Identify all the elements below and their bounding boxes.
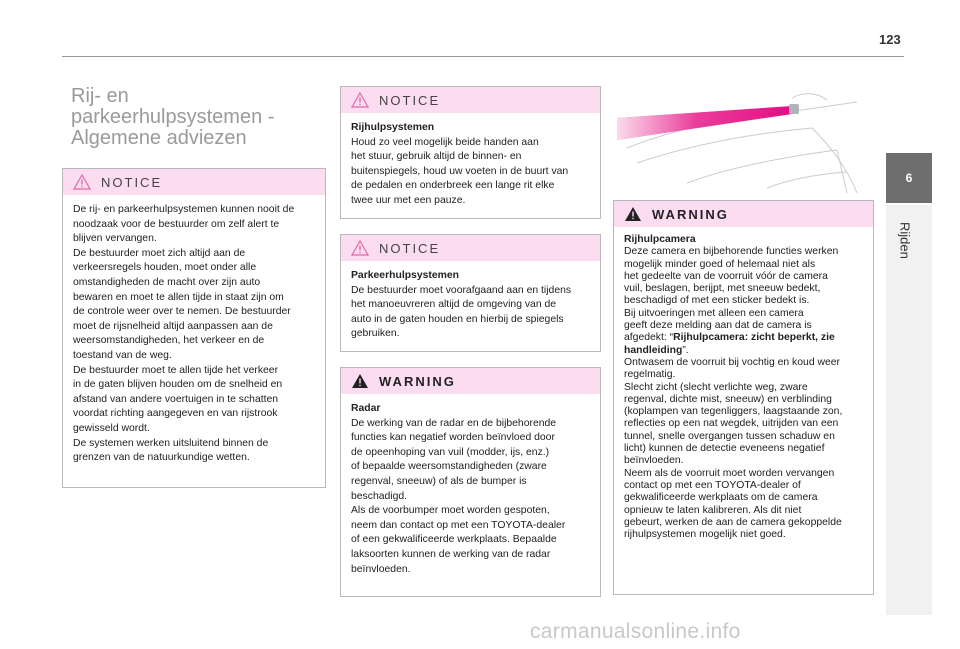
header-rule — [62, 56, 904, 57]
text-line: (koplampen van tegenliggers, laagstaande zon, — [624, 406, 843, 418]
text-line: blijven vervangen. — [73, 233, 157, 245]
text-line: functies kan negatief worden beïnvloed door — [351, 432, 555, 444]
notice-body — [341, 261, 600, 350]
text-line: neem dan contact op met een TOYOTA-dealer — [351, 519, 566, 531]
text-line: regelmatig. — [624, 369, 676, 381]
text-line: het stuur, gebruik altijd de binnen- en — [351, 151, 522, 163]
notice-box-parking-aids — [340, 234, 601, 352]
text-line: gekwalificeerde werkplaats om de camera — [624, 492, 818, 504]
text-line: reflecties op een nat wegdek, uitrijden van een — [624, 418, 839, 430]
message-suffix: ”. — [682, 344, 689, 356]
notice-box-driving-aids — [340, 86, 601, 219]
text-line: De bestuurder moet zich altijd aan de — [73, 247, 246, 259]
notice-header — [63, 169, 325, 195]
text-line: regenval, sneeuw) of als de bumper is — [351, 475, 527, 487]
text-line: beïnvloeden. — [624, 455, 684, 467]
warning-box-camera — [613, 200, 874, 595]
notice-body — [341, 113, 600, 217]
text-line: De rij- en parkeerhulpsystemen kunnen nooit de — [73, 204, 295, 215]
notice-subtitle: Rijhulpsystemen — [351, 122, 435, 133]
text-line: twee uur met een pauze. — [351, 194, 466, 206]
caution-triangle-icon — [351, 92, 369, 108]
notice-header — [341, 235, 600, 261]
notice-label: NOTICE — [101, 174, 163, 190]
camera-unit — [789, 104, 799, 114]
warning-subtitle: Radar — [351, 403, 381, 414]
warning-body — [341, 394, 600, 585]
display-message: Rijhulpcamera: zicht beperkt, zie — [673, 332, 835, 344]
text-line: Deze camera en bijbehorende functies werken — [624, 246, 839, 258]
text-line: opnieuw te laten kalibreren. Als dit niet — [624, 504, 802, 516]
display-message-line-2 — [624, 345, 863, 357]
notice-label: NOTICE — [379, 240, 441, 256]
text-line: of bepaalde weersomstandigheden (zware — [351, 461, 547, 473]
text-line: geeft deze melding aan dat de camera is — [624, 320, 812, 332]
text-line: De systemen werken uitsluitend binnen de — [73, 437, 269, 449]
warning-header — [341, 368, 600, 394]
text-line: mogelijk minder goed of helemaal niet als — [624, 258, 816, 270]
warning-box-radar — [340, 367, 601, 597]
text-line: de controle weer over te nemen. De bestuurder — [73, 306, 291, 318]
watermark: carmanualsonline.info — [530, 620, 741, 643]
notice-subtitle: Parkeerhulpsystemen — [351, 270, 460, 281]
text-line: beïnvloeden. — [351, 563, 411, 575]
text-line: gebeurt, werken de aan de camera gekoppelde — [624, 516, 842, 528]
text-line: bewaren en moet te allen tijde in staat zijn om — [73, 291, 284, 303]
text-line: vuil, beslagen, berijpt, met sneeuw bedekt, — [624, 283, 821, 295]
text-line: contact op met een TOYOTA-dealer of — [624, 479, 801, 491]
text-line: noodzaak voor de bestuurder om zelf alert te — [73, 218, 280, 230]
text-line: Slecht zicht (slecht verlichte weg, zware — [624, 381, 808, 393]
text-line: De bestuurder moet te allen tijde het verkeer — [73, 364, 279, 376]
chapter-tab[interactable]: 6 — [886, 153, 932, 203]
text-line: de pedalen en onderbreek een lange rit elke — [351, 180, 555, 192]
text-line: beschadigd of met een sticker bedekt is. — [624, 295, 810, 307]
warning-body — [614, 227, 873, 549]
text-line: De werking van de radar en de bijbehorende — [351, 417, 557, 429]
text-line: omstandigheden de macht over zijn auto — [73, 276, 261, 288]
chapter-title: Rijden — [897, 222, 913, 259]
windscreen-camera-illustration — [617, 88, 873, 198]
text-line: regenval, dichte mist, sneeuw) en verblinding — [624, 393, 832, 405]
message-prefix: afgedekt: “ — [624, 332, 674, 344]
notice-label: NOTICE — [379, 92, 441, 108]
text-line: rijhulpsystemen mogelijk niet goed. — [624, 529, 786, 541]
text-line: moet de rijsnelheid altijd aanpassen aan de — [73, 320, 273, 332]
text-line: Neem als de voorruit moet worden vervangen — [624, 467, 835, 479]
text-line: of een gekwalificeerde werkplaats. Bepaalde — [351, 534, 557, 546]
warning-triangle-icon — [351, 373, 369, 389]
warning-label: WARNING — [652, 206, 729, 222]
text-line: gewisseld wordt. — [73, 422, 150, 434]
text-line: verkeersregels houden, moet onder alle — [73, 262, 257, 274]
text-line: weersomstandigheden, het verkeer en de — [73, 335, 265, 347]
warning-label: WARNING — [379, 373, 456, 389]
text-line: grenzen van de natuurkundige wetten. — [73, 452, 250, 464]
text-line: het manoeuvreren altijd de omgeving van de — [351, 299, 557, 311]
text-line: beschadigd. — [351, 490, 408, 502]
display-message-line — [624, 332, 863, 344]
text-line: afstand van andere voertuigen in te schatten — [73, 393, 279, 405]
warning-triangle-icon — [624, 206, 642, 222]
caution-triangle-icon — [351, 240, 369, 256]
text-line: buitenspiegels, houd uw voeten in de buurt van — [351, 165, 569, 177]
text-line: gebruiken. — [351, 328, 400, 340]
notice-header — [341, 87, 600, 113]
text-line: Bij uitvoeringen met alleen een camera — [624, 307, 804, 319]
text-line: Houd zo veel mogelijk beide handen aan — [351, 136, 539, 148]
text-line: voordat richting aangegeven en van rijstrook — [73, 408, 278, 420]
text-line: het gedeelte van de voorruit vóór de camera — [624, 270, 828, 282]
caution-triangle-icon — [73, 174, 91, 190]
text-line: tunnel, snelle overgangen tussen schaduw en — [624, 430, 835, 442]
page-number: 123 — [879, 32, 901, 47]
text-line: in de gaten blijven houden om de snelheid en — [73, 379, 283, 391]
display-message-end: handleiding — [624, 344, 683, 356]
warning-header — [614, 201, 873, 227]
notice-box-general — [62, 168, 326, 488]
text-line: licht) kunnen de detectie eveneens negatief — [624, 443, 825, 455]
text-line: De bestuurder moet voorafgaand aan en tijdens — [351, 284, 572, 296]
warning-subtitle: Rijhulpcamera — [624, 234, 696, 245]
text-line: Als de voorbumper moet worden gespoten, — [351, 505, 550, 517]
notice-body — [63, 195, 325, 474]
text-line: toestand van de weg. — [73, 349, 172, 361]
text-line: Ontwasem de voorruit bij vochtig en koud weer — [624, 356, 841, 368]
section-title: Rij- en parkeerhulpsystemen - Algemene adviezen — [71, 85, 275, 149]
text-line: de opeenhoping van vuil (modder, ijs, enz.) — [351, 446, 550, 458]
text-line: auto in de gaten houden en hierbij de spiegels — [351, 313, 564, 325]
text-line: laksoorten kunnen de werking van de radar — [351, 548, 551, 560]
